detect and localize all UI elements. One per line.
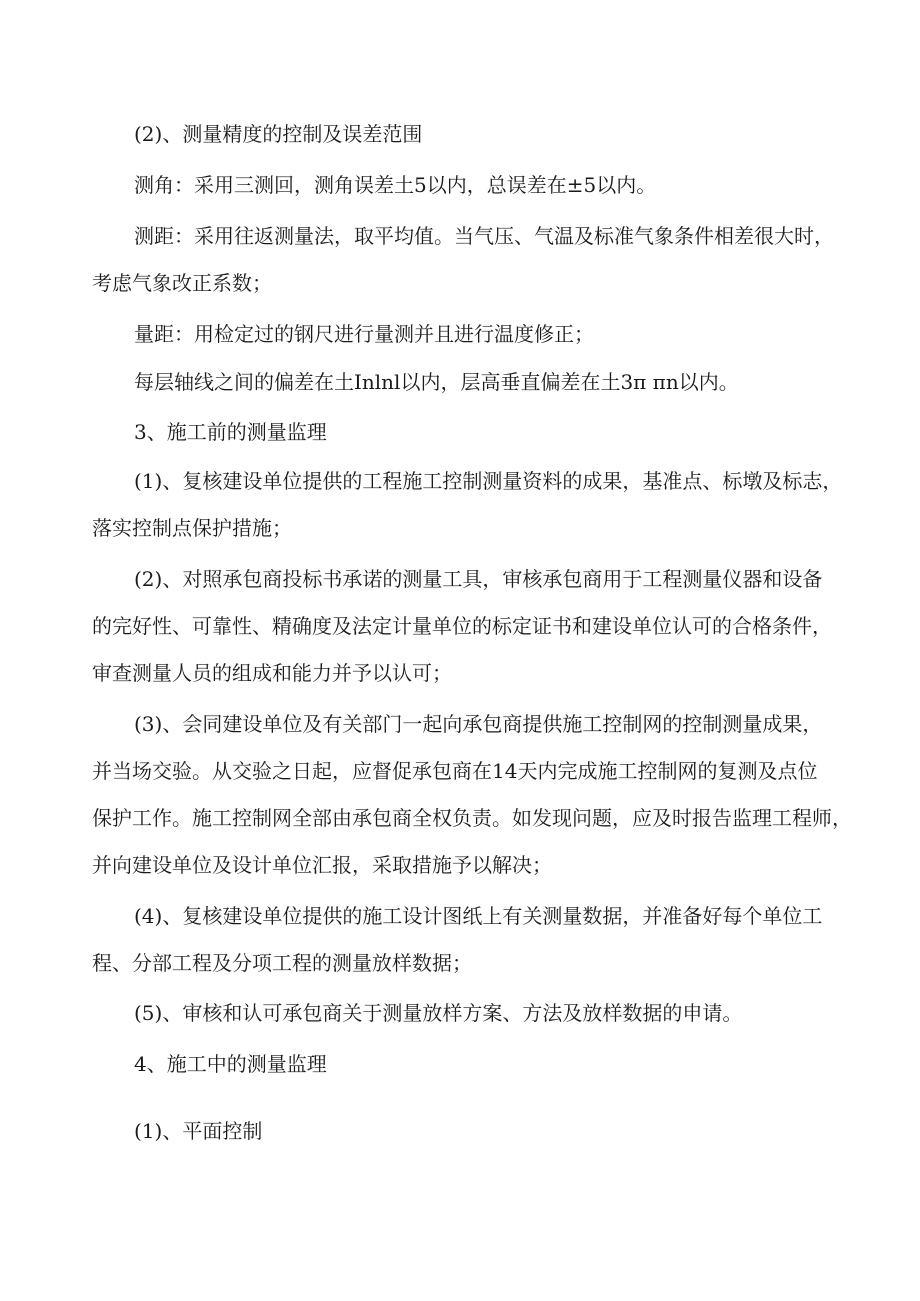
paragraph-distance-measurement-line2: 考虑气象改正系数； bbox=[92, 271, 272, 295]
item-1-line2: 落实控制点保护措施； bbox=[92, 516, 292, 540]
item-4-line2: 程、分部工程及分项工程的测量放样数据； bbox=[92, 951, 472, 975]
paragraph-axis-deviation: 每层轴线之间的偏差在土Inlnl以内，层高垂直偏差在土3π πn以内。 bbox=[134, 370, 739, 394]
subheading-measurement-accuracy: (2)、测量精度的控制及误差范围 bbox=[134, 122, 423, 146]
paragraph-distance-measurement-line1: 测距：采用往返测量法，取平均值。当气压、气温及标准气象条件相差很大时， bbox=[134, 224, 834, 248]
section-heading-during-construction: 4、施工中的测量监理 bbox=[134, 1052, 327, 1076]
subheading-plane-control: (1)、平面控制 bbox=[134, 1119, 263, 1143]
item-3-line4: 并向建设单位及设计单位汇报，采取措施予以解决； bbox=[92, 853, 552, 877]
item-2-line2: 的完好性、可靠性、精确度及法定计量单位的标定证书和建设单位认可的合格条件， bbox=[92, 614, 832, 638]
item-2-line1: (2)、对照承包商投标书承诺的测量工具，审核承包商用于工程测量仪器和设备 bbox=[134, 567, 823, 591]
paragraph-tape-measurement: 量距：用检定过的钢尺进行量测并且进行温度修正； bbox=[134, 322, 594, 346]
item-3-line1: (3)、会同建设单位及有关部门一起向承包商提供施工控制网的控制测量成果， bbox=[134, 712, 823, 736]
item-4-line1: (4)、复核建设单位提供的施工设计图纸上有关测量数据，并准备好每个单位工 bbox=[134, 904, 823, 928]
section-heading-pre-construction: 3、施工前的测量监理 bbox=[134, 420, 327, 444]
item-1-line1: (1)、复核建设单位提供的工程施工控制测量资料的成果，基准点、标墩及标志， bbox=[134, 469, 843, 493]
item-2-line3: 审查测量人员的组成和能力并予以认可； bbox=[92, 661, 452, 685]
item-3-line3: 保护工作。施工控制网全部由承包商全权负责。如发现问题，应及时报告监理工程师， bbox=[92, 806, 852, 830]
item-3-line2: 并当场交验。从交验之日起，应督促承包商在14天内完成施工控制网的复测及点位 bbox=[92, 759, 818, 783]
paragraph-angle-measurement: 测角：采用三测回，测角误差土5以内，总误差在±5以内。 bbox=[134, 173, 657, 197]
item-5: (5)、审核和认可承包商关于测量放样方案、方法及放样数据的申请。 bbox=[134, 1001, 743, 1025]
